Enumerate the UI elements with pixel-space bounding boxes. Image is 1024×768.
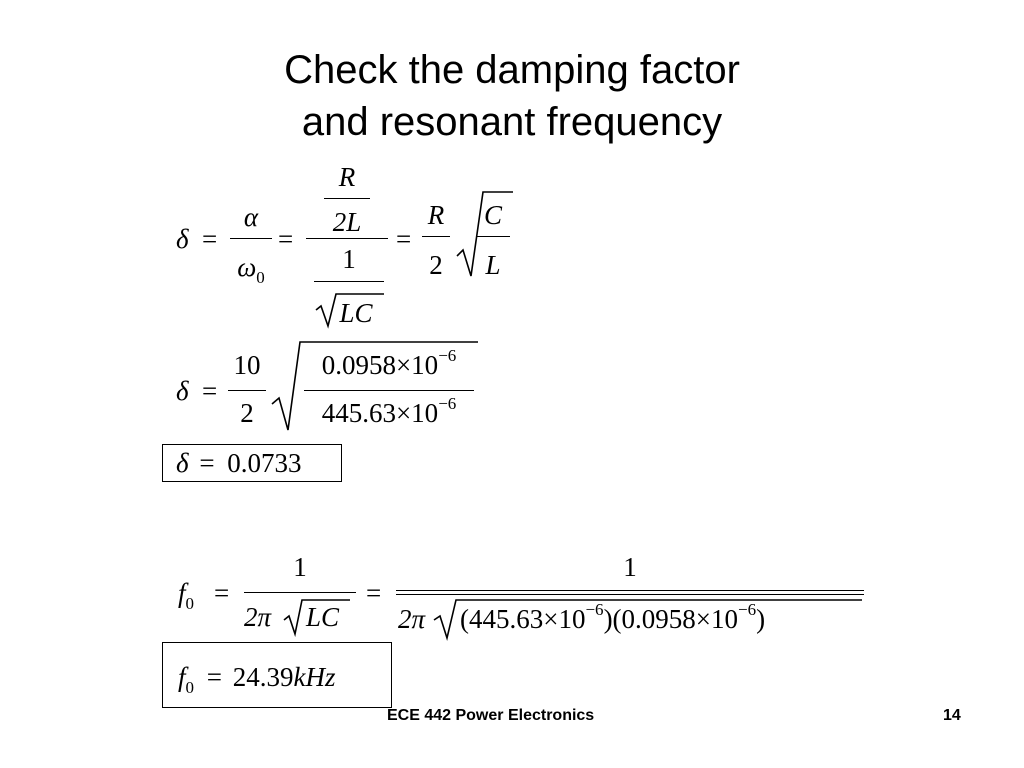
delta-symbol: δ — [176, 376, 189, 406]
exponent: −6 — [585, 600, 604, 619]
equals-sign: = — [396, 224, 412, 254]
slide-title — [0, 44, 1024, 148]
denominator-two: 2 — [240, 398, 254, 428]
lc-term: LC — [306, 602, 340, 632]
damping-factor-result — [176, 448, 302, 478]
fraction-bar — [324, 198, 370, 199]
square-root-symbol — [432, 594, 864, 642]
equals-sign: = — [366, 578, 382, 608]
inductance-value: (445.63×10 — [460, 604, 586, 634]
fraction-bar — [396, 590, 864, 591]
fraction-bar — [304, 390, 474, 391]
footer-course-name: ECE 442 Power Electronics — [387, 707, 595, 724]
f-zero — [178, 578, 194, 612]
compound-fraction — [306, 160, 388, 328]
fraction-bar — [422, 236, 450, 237]
numerator-one: 1 — [293, 552, 307, 582]
r-over-2l-fraction — [324, 160, 370, 240]
denominator-two: 2 — [429, 250, 443, 280]
frequency-value: 24.39 — [232, 662, 294, 692]
radicand-expression — [460, 600, 766, 638]
slide-title-line-1: Check the damping factor — [284, 48, 740, 92]
numerator-one: 1 — [623, 552, 637, 582]
fraction-bar — [228, 390, 266, 391]
fraction-bar — [230, 238, 272, 239]
omega-zero — [230, 252, 272, 286]
fraction-bar — [244, 592, 356, 593]
equals-sign: = — [199, 448, 215, 478]
c-over-l-fraction — [476, 196, 510, 292]
square-root-symbol — [270, 340, 480, 432]
frequency-unit: kHz — [293, 662, 336, 692]
two-pi-root-lc — [244, 602, 356, 632]
equals-sign: = — [278, 224, 294, 254]
alpha-symbol: α — [243, 202, 259, 232]
closing-paren: ) — [756, 604, 766, 634]
f-zero — [178, 662, 195, 697]
square-root-symbol — [314, 288, 384, 328]
two-l-term: 2L — [332, 207, 362, 237]
equals-sign: = — [206, 662, 222, 692]
r-over-2-fraction — [422, 196, 450, 292]
omega-symbol: ω — [237, 252, 257, 282]
inductance-symbol: L — [485, 250, 501, 280]
one-over-2pi-root-lc-fraction — [244, 552, 356, 640]
resistance-symbol: R — [338, 162, 356, 192]
capacitance-symbol: C — [483, 200, 502, 230]
numerator-one: 1 — [342, 244, 356, 274]
square-root-symbol — [282, 596, 352, 636]
exponent: −6 — [738, 600, 757, 619]
main-fraction-bar — [306, 238, 388, 239]
radicand-denominator-value: 445.63×10 — [321, 398, 439, 428]
delta-symbol: δ — [176, 224, 189, 254]
frequency-symbol: f — [178, 578, 186, 608]
fraction-bar — [314, 281, 384, 282]
two-pi-term: 2π — [398, 604, 426, 634]
radicand-denominator — [304, 394, 474, 432]
resistance-symbol: R — [427, 200, 445, 230]
lc-term: LC — [339, 298, 373, 328]
numeric-frequency-fraction — [396, 552, 864, 640]
slide-title-line-2: and resonant frequency — [301, 100, 723, 144]
capacitance-value: )(0.0958×10 — [603, 604, 739, 634]
delta-symbol: δ — [176, 448, 189, 478]
square-root-symbol — [455, 190, 515, 280]
fraction-bar — [476, 236, 510, 237]
frequency-symbol: f — [178, 662, 186, 692]
two-pi-term: 2π — [244, 602, 272, 632]
footer-page-number: 14 — [943, 707, 961, 724]
damping-factor-value: 0.0733 — [227, 448, 302, 478]
frequency-subscript: 0 — [185, 594, 195, 613]
equals-sign: = — [214, 578, 230, 608]
exponent: −6 — [438, 346, 457, 365]
equals-sign: = — [202, 224, 218, 254]
omega-subscript: 0 — [256, 268, 265, 287]
equals-sign: = — [202, 376, 218, 406]
radicand-numerator — [304, 346, 474, 384]
fraction-bar-shadow — [396, 594, 864, 595]
exponent: −6 — [438, 394, 457, 413]
numerator-ten: 10 — [233, 350, 261, 380]
frequency-subscript: 0 — [185, 678, 195, 697]
one-over-root-lc-fraction — [314, 244, 384, 328]
alpha-over-omega-fraction — [230, 196, 272, 292]
radicand-fraction — [304, 346, 474, 434]
resonant-frequency-result — [178, 662, 336, 696]
radicand-numerator-value: 0.0958×10 — [321, 350, 439, 380]
ten-over-two-fraction — [228, 350, 266, 434]
